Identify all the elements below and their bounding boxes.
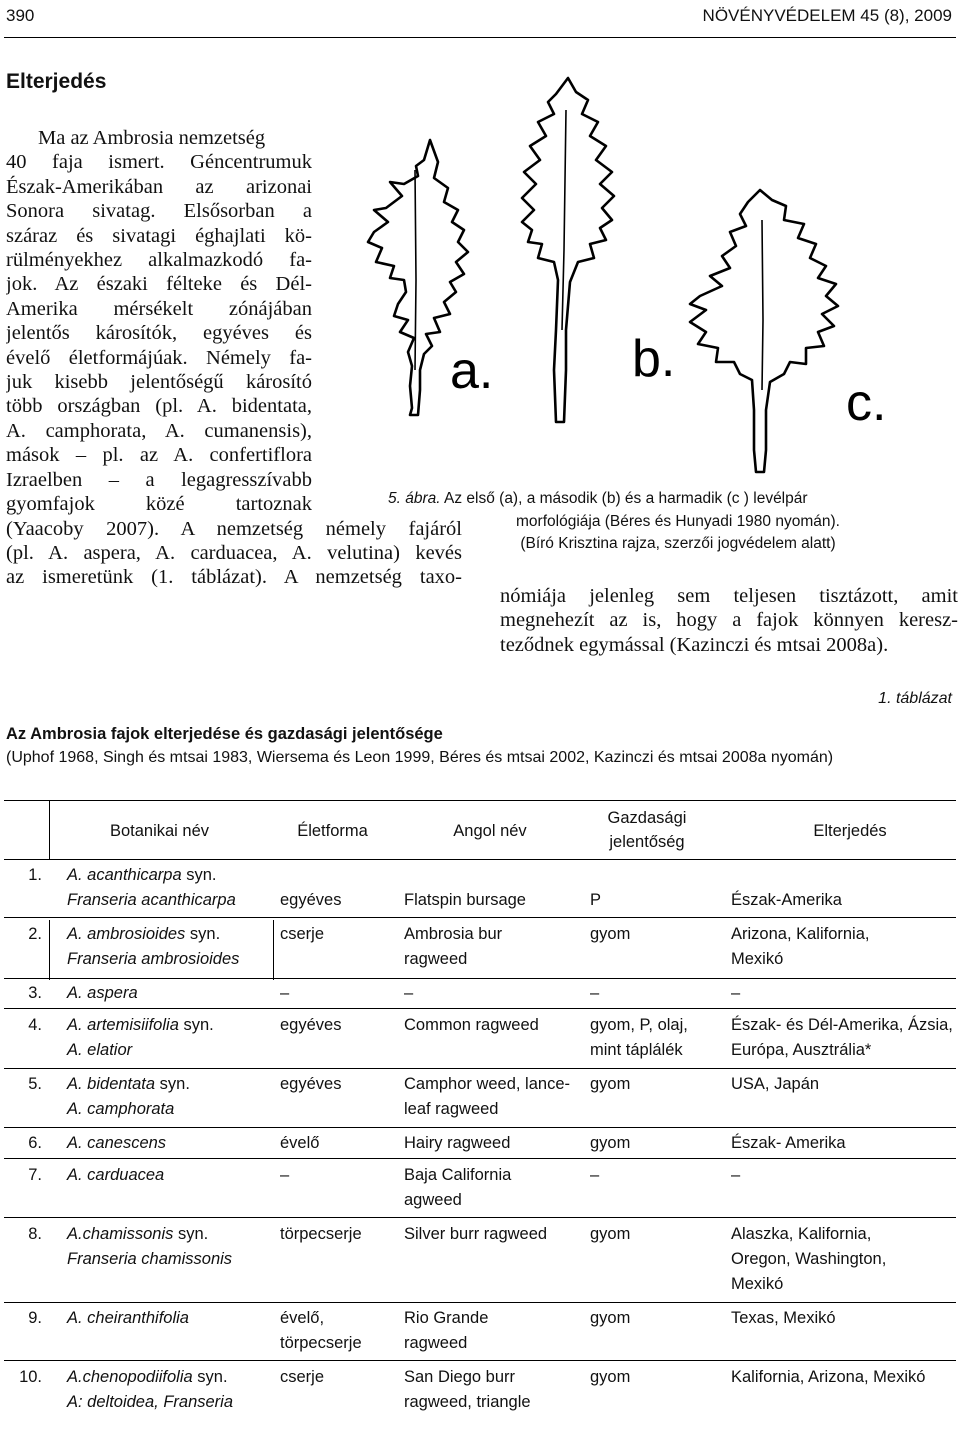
cell-distribution: Észak- és Dél-Amerika, Ázsia, Európa, Ausztrália* [731,1016,953,1059]
caption-line [388,488,948,511]
cell-economic: gyom [590,925,631,943]
row-rule [4,978,956,979]
species-name: A. carduacea [67,1166,165,1184]
cell-economic: gyom [590,1134,631,1152]
species-name: A.chenopodiifolia [67,1368,193,1386]
cell-lifeform: egyéves [280,891,342,909]
cell-english: Camphor weed, lance-leaf ragweed [404,1075,570,1118]
leaf-b-midrib [562,110,566,330]
cell-economic: gyom [590,1368,631,1386]
cell-english: Rio Grande ragweed [404,1309,489,1352]
cell-english: San Diego burr ragweed, triangle [404,1368,531,1411]
header-rule [4,37,956,38]
column-rule [49,920,50,980]
text-line: száraz és sivatagi éghajlati kö- [6,224,312,247]
cell-number: 7. [28,1166,42,1184]
text-line: jelentős károsítók, egyéves és [6,322,312,345]
cell-economic: gyom, P, olaj, mint táplálék [590,1016,688,1059]
text-line: jok. Az északi félteke és Dél- [6,273,312,296]
text-line: rülményekhez alkalmazkodó fa- [6,249,312,272]
species-name: A. aspera [67,984,138,1002]
species-synonym: A: deltoidea, Franseria [67,1393,234,1411]
cell-english: Silver burr ragweed [404,1225,548,1243]
cell-botanical [67,863,272,913]
cell-botanical [67,1163,272,1188]
right-column-text [500,584,958,657]
cell-number: 6. [28,1134,42,1152]
text-line: 40 faja ismert. Géncentrumuk [6,151,312,174]
species-synonym: A. elatior [67,1041,133,1059]
cell-lifeform: cserje [280,925,325,943]
cell-lifeform: egyéves [280,1075,342,1093]
cell-english: Flatspin bursage [404,891,526,909]
cell-economic: gyom [590,1309,631,1327]
text-line: Észak-Amerikában az arizonai [6,175,312,198]
column-rule [273,920,274,980]
table-source: (Uphof 1968, Singh és mtsai 1983, Wiersema és Leon 1999, Béres és mtsai 2002, Kazinczi és mtsai 2008a nyomán) [6,749,834,766]
synonym-marker: syn. [192,1368,228,1386]
caption-number: 5. ábra. [388,490,441,507]
text-line: Amerika mérsékelt zónájában [6,297,312,320]
cell-number: 4. [28,1016,42,1034]
cell-number: 10. [19,1368,42,1386]
text-line: (Yaacoby 2007). A nemzetség némely fajáról [6,517,462,540]
cell-economic: – [590,984,600,1002]
cell-number: 1. [28,866,42,884]
species-synonym: Franseria ambrosioides [67,950,240,968]
cell-botanical [67,1072,272,1122]
header-english: Angol név [453,822,527,840]
synonym-marker: syn. [173,1225,209,1243]
leaf-figure [360,70,920,480]
text-line: évelő életformájúak. Némely fa- [6,346,312,369]
table-top-rule [4,800,956,801]
leaf-c-midrib [762,220,763,390]
leaf-c-label: c. [846,374,887,432]
row-rule [4,1302,956,1303]
species-synonym: Franseria acanthicarpa [67,891,236,909]
cell-english: Ambrosia bur ragweed [404,925,503,968]
cell-distribution: USA, Japán [731,1075,820,1093]
cell-economic: gyom [590,1225,631,1243]
header-lifeform: Életforma [297,822,368,840]
table-title: Az Ambrosia fajok elterjedése és gazdasági jelentősége [6,725,443,743]
cell-botanical [67,1365,272,1415]
caption-line: morfológiája (Béres és Hunyadi 1980 nyomán). [516,512,840,530]
species-synonym: A. camphorata [67,1100,175,1118]
header-distribution: Elterjedés [813,822,887,840]
cell-english: – [404,984,414,1002]
cell-number: 9. [28,1309,42,1327]
cell-english: Hairy ragweed [404,1134,511,1152]
cell-distribution: Észak-Amerika [731,891,842,909]
cell-botanical [67,922,272,972]
species-name: A.chamissonis [67,1225,174,1243]
text-line: Sonora sivatag. Elsősorban a [6,200,312,223]
table-header [0,802,960,860]
caption-text: Az első (a), a második (b) és a harmadik (c ) levélpár [444,490,808,507]
cell-number: 5. [28,1075,42,1093]
cell-distribution: Észak- Amerika [731,1134,846,1152]
cell-distribution: Kalifornia, Arizona, Mexikó [731,1368,926,1386]
cell-botanical [67,1222,272,1272]
page-number: 390 [6,6,35,25]
caption-line: (Bíró Krisztina rajza, szerzői jogvédelem alatt) [520,535,836,552]
table-number: 1. táblázat [878,690,952,707]
synonym-marker: syn. [178,1016,214,1034]
cell-economic: P [590,891,602,909]
cell-english: Common ragweed [404,1016,539,1034]
row-rule [4,917,956,918]
cell-distribution: Alaszka, Kalifornia, Oregon, Washington, Mexikó [731,1225,887,1293]
cell-english: Baja California agweed [404,1166,512,1209]
cell-botanical [67,1306,272,1331]
synonym-marker: syn. [155,1075,190,1093]
row-rule [4,1158,956,1159]
text-line: Izraelben – a legagresszívabb [6,468,312,491]
header-botanical: Botanikai név [109,822,210,840]
cell-lifeform: évelő, törpecserje [280,1309,362,1352]
cell-economic: gyom [590,1075,631,1093]
synonym-marker: syn. [185,925,221,943]
species-name: A. canescens [67,1134,167,1152]
text-line: megnehezít az is, hogy a fajok könnyen keresz- [500,609,958,632]
header-economic: Gazdasági jelentőség [607,809,687,851]
species-name: A. bidentata [67,1075,156,1093]
species-synonym: Franseria chamissonis [67,1250,233,1268]
cell-number: 2. [28,925,42,943]
row-rule [4,1360,956,1361]
table-header-rule [4,859,956,860]
cell-botanical [67,981,272,1006]
species-name: A. acanthicarpa [67,866,182,884]
row-rule [4,1008,956,1009]
text-line: Ma az Ambrosia nemzetség [38,127,266,149]
synonym-marker: syn. [181,866,217,884]
text-line: több országban (pl. A. bidentata, [6,395,312,418]
cell-distribution: – [731,1166,741,1184]
cell-lifeform: cserje [280,1368,325,1386]
text-line: (pl. A. aspera, A. carduacea, A. velutina) kevés [6,541,462,564]
figure-caption [388,488,948,556]
text-line: teződnek egymással (Kazinczi és mtsai 2008a). [500,633,889,656]
cell-economic: – [590,1166,600,1184]
text-line: mások – pl. az A. confertiflora [6,444,312,467]
journal-title: NÖVÉNYVÉDELEM 45 (8), 2009 [702,6,952,25]
leaf-b-outline [522,78,614,422]
cell-lifeform: – [280,984,290,1002]
text-line: gyomfajok közé tartoznak [6,493,312,516]
cell-number: 8. [28,1225,42,1243]
cell-distribution: Arizona, Kalifornia, Mexikó [731,925,870,968]
text-line: az ismeretünk (1. táblázat). A nemzetség taxo- [6,566,462,589]
species-name: A. artemisiifolia [67,1016,179,1034]
leaf-a-label: a. [450,342,494,400]
leaf-b-label: b. [632,330,676,388]
cell-distribution: – [731,984,741,1002]
cell-lifeform: egyéves [280,1016,342,1034]
leaf-c-outline [690,190,838,472]
leaf-a-midrib [415,170,416,370]
cell-botanical [67,1013,272,1063]
row-rule [4,1127,956,1128]
cell-number: 3. [28,984,42,1002]
row-rule [4,1217,956,1218]
text-line: A. camphorata, A. cumanensis), [6,419,312,442]
cell-lifeform: törpecserje [280,1225,362,1243]
text-line: juk kisebb jelentőségű károsító [6,371,312,394]
cell-lifeform: – [280,1166,290,1184]
row-rule [4,1068,956,1069]
column-rule [49,800,50,860]
cell-botanical [67,1131,272,1156]
text-line: nómiája jelenleg sem teljesen tisztázott, amit [500,585,958,607]
cell-distribution: Texas, Mexikó [731,1309,836,1327]
section-heading: Elterjedés [6,70,107,93]
cell-lifeform: évelő [280,1134,320,1152]
species-name: A. ambrosioides [67,925,186,943]
species-name: A. cheiranthifolia [67,1309,189,1327]
